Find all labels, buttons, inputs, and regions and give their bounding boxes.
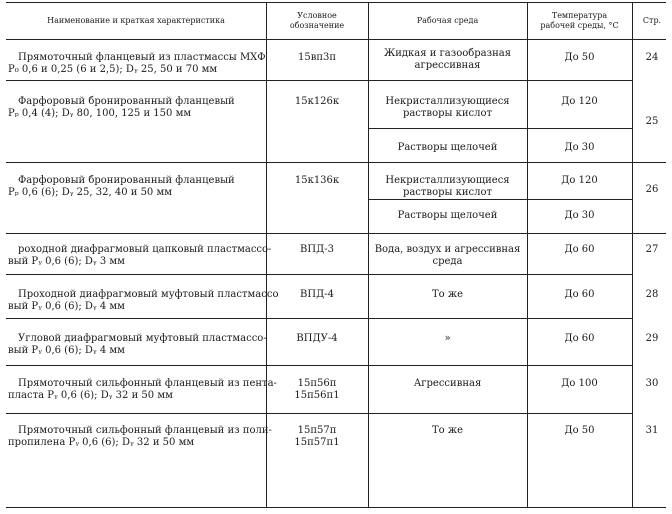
row4-page: 27 (645, 244, 659, 255)
row7-code-line1: 15п56п (297, 378, 337, 389)
row8-name-line2: пропилена Pᵧ 0,6 (6); Dᵧ 32 и 50 мм (8, 437, 195, 448)
row-separator (6, 413, 632, 414)
row2-medium-b: Растворы щелочей (397, 142, 498, 153)
row4-temperature: До 60 (564, 244, 595, 255)
row3-temperature-a: До 120 (561, 175, 598, 186)
row1-page: 24 (645, 52, 659, 63)
row3-temperature-b: До 30 (564, 210, 595, 221)
row1-temperature: До 50 (564, 52, 595, 63)
row1-medium-line2: агрессивная (414, 60, 481, 71)
row4-name-line1: роходной диафрагмовый цапковый пластмассо- (18, 244, 272, 255)
row-separator (6, 233, 666, 234)
row5-code: ВПД-4 (300, 289, 334, 300)
header-bottom-rule (6, 39, 666, 40)
row-separator (6, 318, 632, 319)
row6-code: ВПДУ-4 (296, 333, 338, 344)
row-separator (6, 274, 632, 275)
row2-page: 25 (645, 116, 659, 127)
row1-code: 15вп3п (297, 52, 337, 63)
row7-name-line2: пласта Pᵧ 0,6 (6); Dᵧ 32 и 50 мм (8, 390, 173, 401)
row3-medium-b: Растворы щелочей (397, 210, 498, 221)
row5-page: 28 (645, 289, 659, 300)
row3-page: 26 (645, 184, 659, 195)
table-bottom-rule (6, 507, 666, 508)
row7-medium: Агрессивная (413, 378, 482, 389)
row8-temperature: До 50 (564, 425, 595, 436)
row1-name-line2: P₀ 0,6 и 0,25 (6 и 2,5); Dᵧ 25, 50 и 70 мм (8, 64, 218, 75)
row2-name-line1: Фарфоровый бронированный фланцевый (18, 96, 235, 107)
row7-code-line2: 15п56п1 (294, 390, 340, 401)
header-temperature-line2: рабочей среды, °С (540, 21, 619, 30)
row3-medium-a-line1: Некристаллизующиеся (385, 175, 510, 186)
row8-code-line1: 15п57п (297, 425, 337, 436)
row7-page: 30 (645, 378, 659, 389)
row4-name-line2: вый Pᵧ 0,6 (6); Dᵧ 3 мм (8, 256, 125, 267)
row2-temperature-b: До 30 (564, 142, 595, 153)
row6-temperature: До 60 (564, 333, 595, 344)
row6-page: 29 (645, 333, 659, 344)
header-code-line1: Условное (297, 11, 337, 20)
row8-code-line2: 15п57п1 (294, 437, 340, 448)
row2-name-line2: Pₚ 0,4 (4); Dᵧ 80, 100, 125 и 150 мм (8, 108, 192, 119)
row-separator (6, 80, 632, 81)
row7-temperature: До 100 (561, 378, 598, 389)
row3-code: 15к136к (294, 175, 340, 186)
row1-medium-line1: Жидкая и газообразная (383, 48, 512, 59)
table-top-rule (6, 2, 666, 3)
header-code-line2: обозначение (289, 21, 345, 30)
header-medium: Рабочая среда (416, 16, 479, 25)
row-separator (6, 365, 632, 366)
header-temperature-line1: Температура (551, 11, 608, 20)
row4-medium-line1: Вода, воздух и агрессивная (374, 244, 521, 255)
row3-name-line2: Pₚ 0,6 (6); Dᵧ 25, 32, 40 и 50 мм (8, 187, 173, 198)
header-name: Наименование и краткая характеристика (47, 16, 225, 25)
header-page: Стр. (642, 16, 662, 25)
row8-page: 31 (645, 425, 659, 436)
row2-medium-a-line2: растворы кислот (402, 108, 493, 119)
row5-name-line1: Проходной диафрагмовый муфтовый пластмассо (18, 289, 279, 300)
sub-row-separator (368, 128, 632, 129)
row6-name-line2: вый Pᵧ 0,6 (6); Dᵧ 4 мм (8, 345, 125, 356)
row3-name-line1: Фарфоровый бронированный фланцевый (18, 175, 235, 186)
row4-medium-line2: среда (432, 256, 463, 267)
row-separator (6, 162, 666, 163)
row6-medium: » (444, 333, 451, 344)
row7-name-line1: Прямоточный сильфонный фланцевый из пента- (18, 378, 277, 389)
row2-code: 15к126к (294, 96, 340, 107)
row5-name-line2: вый Pᵧ 0,6 (6); Dᵧ 4 мм (8, 301, 125, 312)
row5-medium: То же (432, 289, 463, 300)
row2-medium-a-line1: Некристаллизующиеся (385, 96, 510, 107)
row8-name-line1: Прямоточный сильфонный фланцевый из поли- (18, 425, 272, 436)
row8-medium: То же (432, 425, 463, 436)
row1-name-line1: Прямоточный фланцевый из пластмассы МХФ (18, 52, 266, 63)
row4-code: ВПД-3 (300, 244, 334, 255)
row6-name-line1: Угловой диафрагмовый муфтовый пластмассо- (18, 333, 267, 344)
row5-temperature: До 60 (564, 289, 595, 300)
sub-row-separator (368, 199, 632, 200)
row2-temperature-a: До 120 (561, 96, 598, 107)
row3-medium-a-line2: растворы кислот (402, 187, 493, 198)
